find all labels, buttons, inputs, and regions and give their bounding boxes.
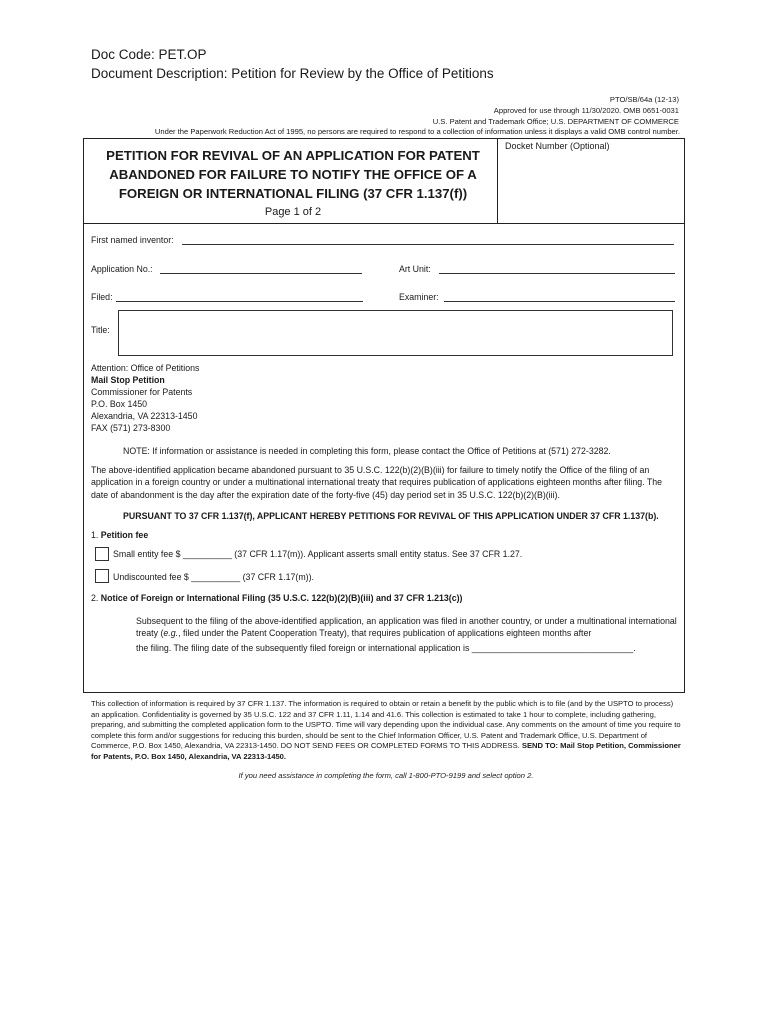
assistance-footer: If you need assistance in completing the form, call 1-800-PTO-9199 and select option 2. [238,771,534,780]
small-entity-fee-text: Small entity fee $ __________ (37 CFR 1.17(m)). Applicant asserts small entity status. See 37 CFR 1.27. [113,549,523,559]
first-inventor-field[interactable] [182,244,674,245]
mailing-address [91,362,199,434]
attention-line: Attention: Office of Petitions [91,363,200,373]
foreign-filing-text-a: Subsequent to the filing of the above-identified application, an application was filed in another country, or under a multinational international treaty ( [136,616,677,639]
docket-divider [497,138,498,224]
send-to-text: SEND TO: Mail Stop Petition, Commissioner for Patents, P.O. Box 1450, Alexandria, VA 22313-1450. [91,741,681,761]
title-label: Title: [91,325,110,335]
examiner-label: Examiner: [399,292,439,302]
application-no-label: Application No.: [91,264,153,274]
title-divider [83,223,685,224]
page-indicator: Page 1 of 2 [264,206,322,218]
form-title-line2: ABANDONED FOR FAILURE TO NOTIFY THE OFFICE OF A [109,167,477,182]
mail-stop-line: Mail Stop Petition [91,375,165,385]
undiscounted-fee-text: Undiscounted fee $ __________ (37 CFR 1.17(m)). [113,572,314,582]
filed-label: Filed: [91,292,113,302]
foreign-filing-paragraph [136,615,681,654]
item-2-heading [91,593,462,603]
agency-line: U.S. Patent and Trademark Office; U.S. DEPARTMENT OF COMMERCE [432,117,679,126]
abandonment-paragraph: The above-identified application became abandoned pursuant to 35 U.S.C. 122(b)(2)(B)(iii) for failure to timely notify the Office of the filing of an application in a foreign country or under a multinational international treaty that requires publication of applications eighteen months after filing. The date of abandonment is the day after the expiration date of the forty-five (45) day period set in 35 U.S.C. 122(b)(2)(B)(iii). [91,465,663,500]
po-box-line: P.O. Box 1450 [91,399,148,409]
doc-code: Doc Code: PET.OP [91,47,207,62]
form-number: PTO/SB/64a (12-13) [609,95,679,104]
small-entity-checkbox[interactable] [95,547,109,561]
doc-description: Document Description: Petition for Review by the Office of Petitions [91,66,494,81]
item-2-number: 2. [91,593,99,603]
art-unit-label: Art Unit: [399,264,431,274]
assistance-note: NOTE: If information or assistance is needed in completing this form, please contact the Office of Petitions at (571) 272-3282. [123,446,611,456]
examiner-field[interactable] [444,301,675,302]
item-2-title: Notice of Foreign or International Filing (35 U.S.C. 122(b)(2)(B)(iii) and 37 CFR 1.213(c)) [100,593,463,603]
undiscounted-checkbox[interactable] [95,569,109,583]
docket-number-field[interactable] [500,155,682,221]
petition-statement: PURSUANT TO 37 CFR 1.137(f), APPLICANT HEREBY PETITIONS FOR REVIVAL OF THIS APPLICATION UNDER 37 CFR 1.137(b). [123,511,659,521]
filed-field[interactable] [116,301,363,302]
form-title [92,146,494,203]
form-title-line1: PETITION FOR REVIVAL OF AN APPLICATION FOR PATENT [106,148,480,163]
first-inventor-label: First named inventor: [91,235,174,245]
foreign-filing-date-line: the filing. The filing date of the subsequently filed foreign or international application is _________________________________. [136,642,636,653]
burden-text: This collection of information is required by 37 CFR 1.137. The information is required to obtain or retain a benefit by the public which is to file (and by the USPTO to process) an application. Confidentiality is governed by 35 U.S.C. 122 and 37 CFR 1.11, 1.14 and 41.6. This collection is estimated to take 1 hour to complete, including gathering, preparing, and submitting the completed application form to the USPTO. Time will vary depending upon the individual case. Any comments on the amount of time you require to complete this form and/or suggestions for reducing this burden, should be sent to the Chief Information Officer, U.S. Patent and Trademark Office, U.S. Department of Commerce, P.O. Box 1450, Alexandria, VA 22313-1450. DO NOT SEND FEES OR COMPLETED FORMS TO THIS ADDRESS. [91,699,681,751]
foreign-filing-eg: e.g. [163,628,179,639]
burden-statement [91,699,681,763]
foreign-filing-text-b: , filed under the Patent Cooperation Treaty), that requires publication of applications eighteen months after [178,628,592,639]
form-title-line3: FOREIGN OR INTERNATIONAL FILING (37 CFR 1.137(f)) [118,186,468,201]
item-1-number: 1. [91,530,99,540]
title-field[interactable] [118,310,673,356]
art-unit-field[interactable] [439,273,675,274]
commissioner-line: Commissioner for Patents [91,387,193,397]
omb-approval: Approved for use through 11/30/2020. OMB 0651-0031 [493,106,679,115]
application-no-field[interactable] [160,273,362,274]
city-line: Alexandria, VA 22313-1450 [91,411,198,421]
item-1-heading [91,530,148,540]
docket-number-label: Docket Number (Optional) [505,141,610,151]
fax-line: FAX (571) 273-8300 [91,423,171,433]
item-1-title: Petition fee [100,530,149,540]
paperwork-notice: Under the Paperwork Reduction Act of 1995, no persons are required to respond to a collection of information unless it displays a valid OMB control number. [154,127,680,136]
